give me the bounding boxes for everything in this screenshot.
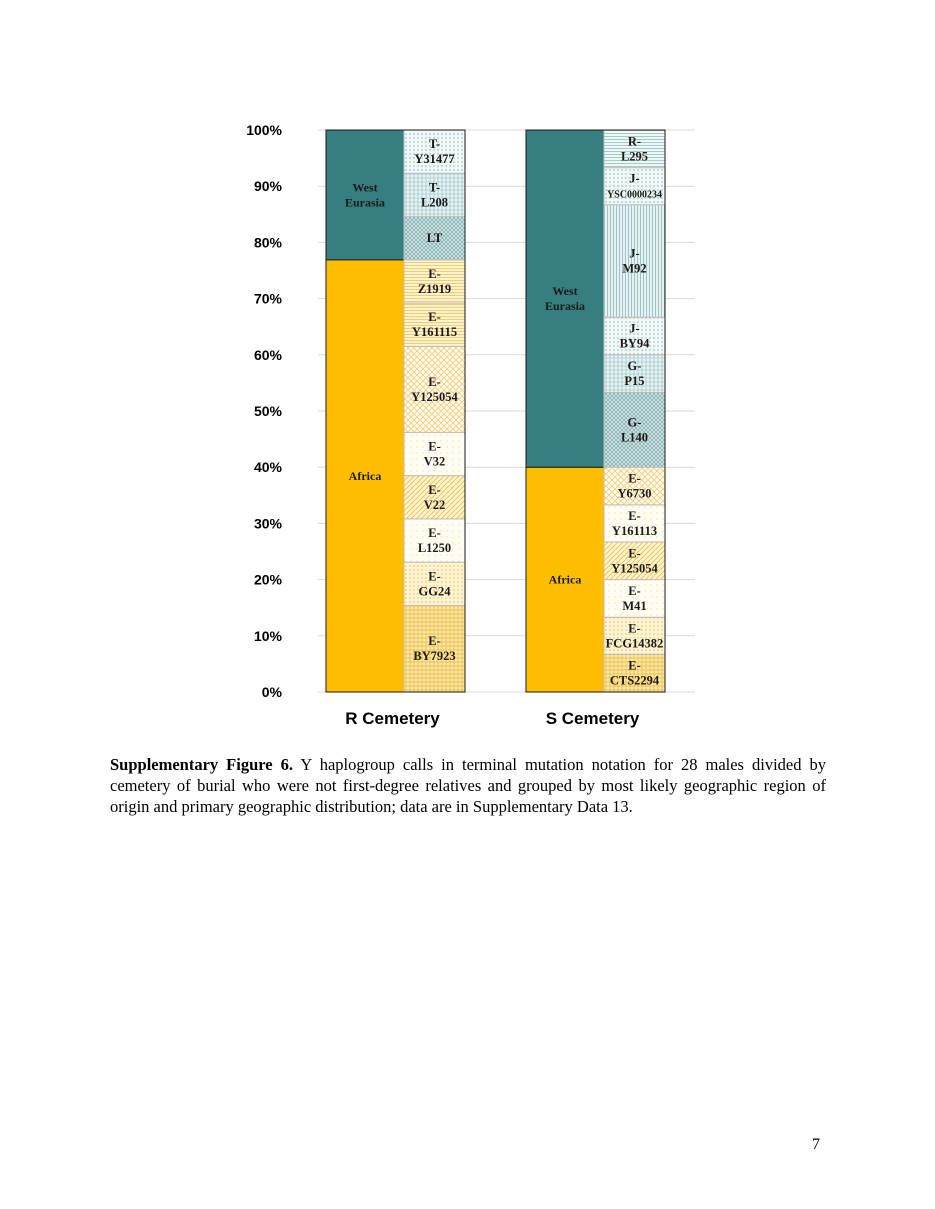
region-label: Eurasia [544,299,586,314]
haplogroup-label: E- [428,266,441,281]
y-tick-label: 70% [253,290,282,307]
haplogroup-label: J- [629,171,640,186]
haplogroup-label: E- [628,583,641,598]
y-tick-label: 0% [261,684,282,700]
haplogroup-label: E- [428,569,441,584]
haplogroup-label: J- [629,246,640,261]
haplogroup-label: E- [428,374,441,389]
page-number: 7 [812,1136,820,1153]
haplogroup-label: V32 [423,454,446,469]
haplogroup-label: L140 [620,430,649,445]
figure-caption [110,754,826,817]
y-tick-label: 90% [253,178,282,195]
y-tick-label: 30% [253,515,282,532]
haplogroup-label: M41 [622,598,647,613]
haplogroup-label: FCG14382 [605,636,664,651]
y-tick-label: 80% [253,234,282,251]
haplogroup-label: Y6730 [617,486,652,501]
haplogroup-label: E- [428,634,441,649]
haplogroup-label: GG24 [418,584,451,599]
haplogroup-label: E- [428,310,441,325]
haplogroup-label: M92 [622,261,647,276]
haplogroup-label: T- [428,180,441,195]
haplogroup-label: Z1919 [417,281,452,296]
haplogroup-label: E- [628,621,641,636]
y-tick-label: 40% [253,459,282,476]
caption-title: Supplementary Figure 6. [110,755,294,774]
haplogroup-label: V22 [423,497,446,512]
haplogroup-label: E- [428,526,441,541]
category-label: S Cemetery [545,709,640,728]
y-tick-label: 60% [253,346,282,363]
haplogroup-label: E- [428,482,441,497]
region-label: Africa [548,572,582,587]
caption-text: Y haplogroup calls in terminal mutation notation for 28 males divided by cemetery of burial who were not first-degree relatives and grouped by most likely geographic region of origin and primary geographic distribution; data are in Supplementary Data 13. [110,755,826,816]
y-tick-label: 50% [253,403,282,419]
haplogroup-label: E- [628,471,641,486]
haplogroup-label: J- [629,321,640,336]
haplogroup-label: L1250 [417,541,452,556]
bar-group [326,130,465,692]
haplogroup-label: YSC0000234 [606,189,663,201]
haplogroup-label: P15 [624,374,645,389]
haplogroup-label: G- [627,415,642,430]
haplogroup-label: T- [428,137,441,152]
haplogroup-label: Y161113 [611,523,658,538]
y-tick-label: 10% [253,627,282,644]
haplogroup-label: E- [628,658,641,673]
category-label: R Cemetery [345,709,440,728]
haplogroup-label: E- [428,439,441,454]
y-tick-label: 100% [246,122,282,138]
y-axis [246,122,282,700]
haplogroup-label: Y125054 [611,561,658,576]
bar-group [526,130,665,692]
haplogroup-label: CTS2294 [609,673,660,688]
region-label: Africa [348,468,382,483]
haplogroup-label: R- [627,134,642,149]
y-tick-label: 20% [253,571,282,588]
haplogroup-label: LT [426,231,443,246]
haplogroup-label: E- [628,508,641,523]
region-label: West [552,284,578,299]
haplogroup-label: Y125054 [411,389,458,404]
haplogroup-label: BY94 [619,336,650,351]
category-labels [345,709,640,728]
haplogroup-label: Y31477 [414,152,455,167]
region-label: Eurasia [344,195,386,210]
haplogroup-label: G- [627,359,642,374]
haplogroup-label: L208 [420,195,449,210]
haplogroup-label: E- [628,546,641,561]
region-label: West [352,180,378,195]
haplogroup-label: BY7923 [413,649,456,664]
haplogroup-label: Y161115 [411,325,458,340]
haplogroup-label: L295 [620,149,649,164]
